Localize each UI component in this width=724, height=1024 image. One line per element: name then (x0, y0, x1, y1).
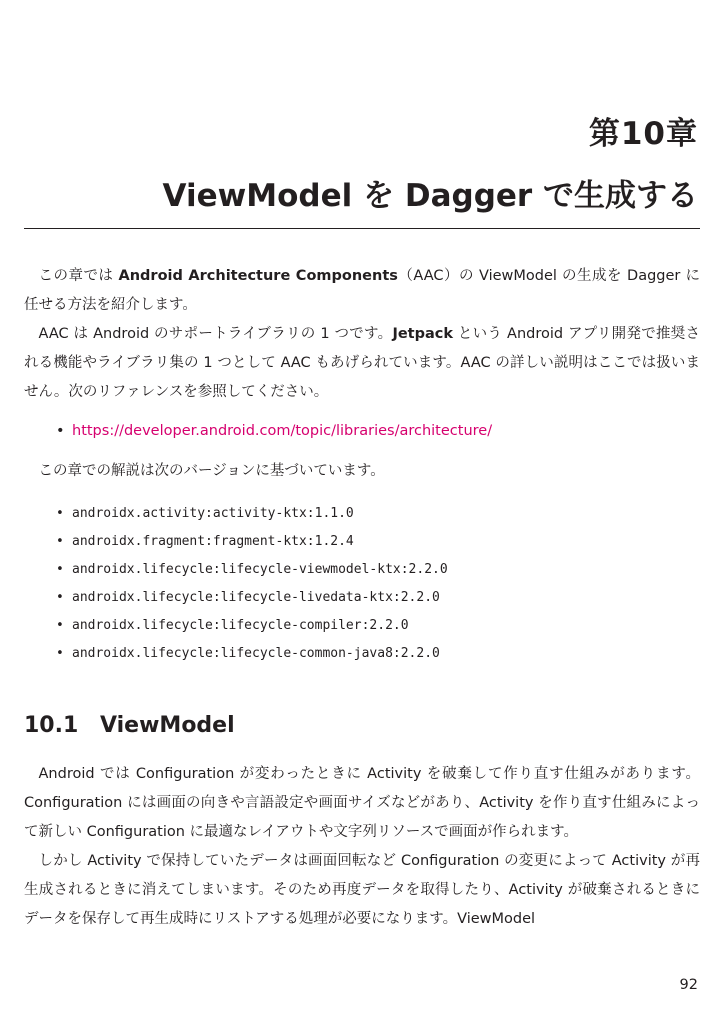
section-heading (24, 713, 235, 738)
dependency-item: • androidx.lifecycle:lifecycle-common-java8:2.2.0 (24, 640, 700, 668)
dependency-item: • androidx.lifecycle:lifecycle-compiler:2.2.0 (24, 612, 700, 640)
intro-p2-bold: Jetpack (392, 326, 454, 342)
section-paragraph-2: しかし Activity で保持していたデータは画面回転など Configuration の変更によって Activity が再生成されるときに消えてしまいます。そのため再度データを取得したり、Activity が破棄されるときにデータを保存して再生成時にリストアする処理が必要になります。ViewModel (24, 853, 700, 927)
versions-intro-block (24, 457, 700, 486)
reference-link[interactable]: https://developer.android.com/topic/libraries/architecture/ (72, 423, 493, 439)
intro-p1-bold: Android Architecture Components (118, 268, 398, 284)
intro-paragraph-1 (24, 262, 700, 320)
reference-list-item (24, 417, 700, 446)
section-number: 10.1 (24, 713, 79, 738)
reference-list (24, 417, 700, 446)
intro-p2-text-a: AAC は Android のサポートライブラリの 1 つです。 (38, 326, 393, 342)
intro-p1-text-a: この章では (38, 268, 119, 284)
dependency-item: • androidx.fragment:fragment-ktx:1.2.4 (24, 528, 700, 556)
dependency-item: • androidx.activity:activity-ktx:1.1.0 (24, 500, 700, 528)
dependency-item: • androidx.lifecycle:lifecycle-livedata-ktx:2.2.0 (24, 584, 700, 612)
section-title: ViewModel (100, 713, 235, 738)
chapter-label: 第10章 (588, 116, 698, 152)
section-paragraph-1: Android では Configuration が変わったときに Activity を破棄して作り直す仕組みがあります。Configuration には画面の向きや言語設定や画面サイズなどがあり、Activity を作り直す仕組みによって新しい Configuration に最適なレイアウトや文字列リソースで画面が作られます。 (24, 766, 700, 840)
versions-intro: この章での解説は次のバージョンに基づいています。 (38, 463, 385, 479)
section-body (24, 760, 700, 934)
intro-p1-text-b: （AAC）の ViewModel の生成を Dagger に任せる方法を紹介します。 (24, 268, 700, 313)
title-divider (24, 228, 700, 229)
dependency-list (24, 500, 700, 668)
intro-p2-text-b: という Android アプリ開発で推奨される機能やライブラリ集の 1 つとして AAC もあげられています。AAC の詳しい説明はここでは扱いません。次のリファレンスを参照してください。 (24, 326, 700, 400)
intro-paragraph-2 (24, 320, 700, 407)
page-number: 92 (679, 977, 698, 993)
dependency-item: • androidx.lifecycle:lifecycle-viewmodel-ktx:2.2.0 (24, 556, 700, 584)
chapter-title: ViewModel を Dagger で生成する (162, 178, 698, 214)
intro-block (24, 262, 700, 407)
